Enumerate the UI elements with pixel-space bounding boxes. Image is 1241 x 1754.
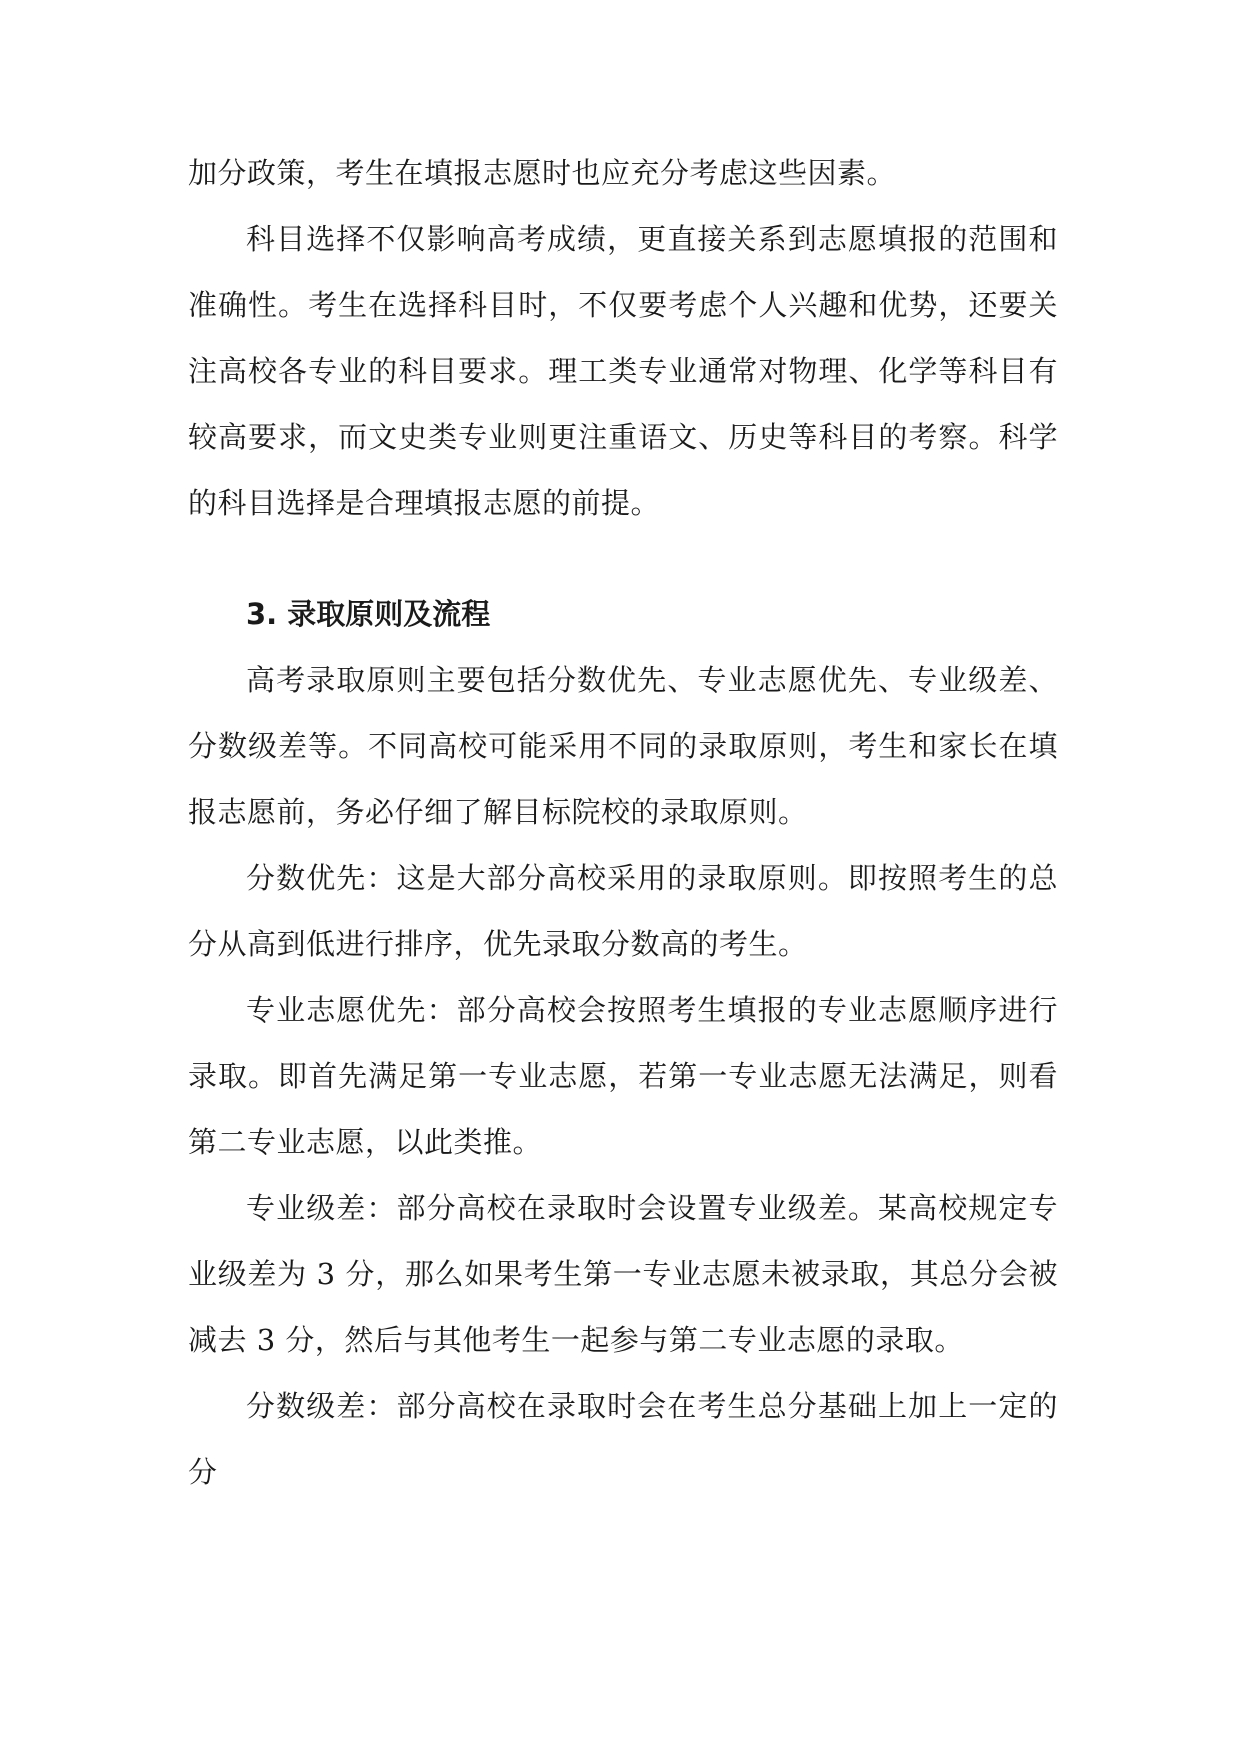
paragraph-admission-principles: 高考录取原则主要包括分数优先、专业志愿优先、专业级差、分数级差等。不同高校可能采用不同的录取原则，考生和家长在填报志愿前，务必仔细了解目标院校的录取原则。: [188, 663, 1058, 829]
paragraph-score-priority: 分数优先：这是大部分高校采用的录取原则。即按照考生的总分从高到低进行排序，优先录取分数高的考生。: [188, 861, 1058, 961]
paragraph-score-gap: 分数级差：部分高校在录取时会在考生总分基础上加上一定的分: [188, 1389, 1058, 1489]
section-heading: 3. 录取原则及流程: [246, 597, 491, 631]
paragraph-major-priority: 专业志愿优先：部分高校会按照考生填报的专业志愿顺序进行录取。即首先满足第一专业志愿，若第一专业志愿无法满足，则看第二专业志愿，以此类推。: [188, 993, 1058, 1159]
paragraph-subject-selection: 科目选择不仅影响高考成绩，更直接关系到志愿填报的范围和准确性。考生在选择科目时，不仅要考虑个人兴趣和优势，还要关注高校各专业的科目要求。理工类专业通常对物理、化学等科目有较高要求，而文史类专业则更注重语文、历史等科目的考察。科学的科目选择是合理填报志愿的前提。: [188, 222, 1058, 520]
paragraph-continuation: 加分政策，考生在填报志愿时也应充分考虑这些因素。: [188, 156, 897, 190]
paragraph-major-gap: 专业级差：部分高校在录取时会设置专业级差。某高校规定专业级差为 3 分，那么如果考生第一专业志愿未被录取，其总分会被减去 3 分，然后与其他考生一起参与第二专业志愿的录取。: [188, 1191, 1058, 1357]
document-page: [188, 140, 1058, 1505]
